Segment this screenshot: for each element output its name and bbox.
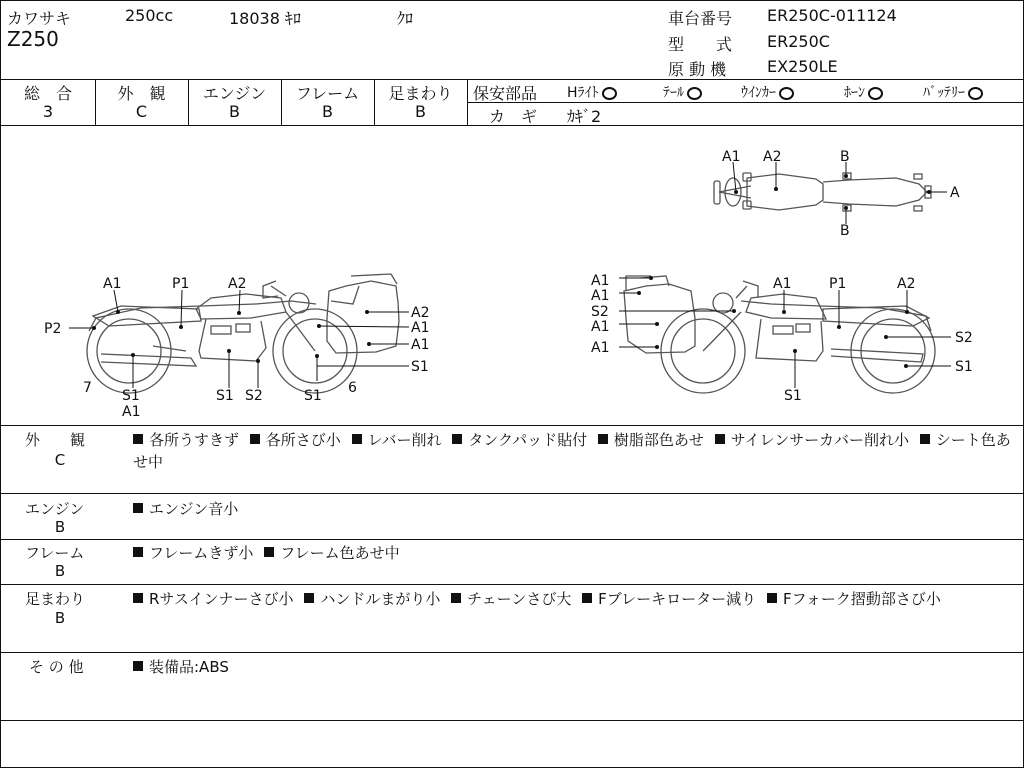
damage-label: P1 [829, 276, 847, 292]
notes-exterior-label: 外 観 [25, 431, 86, 449]
ok-circle-icon [968, 87, 983, 100]
bullet-square-icon [452, 434, 462, 444]
note-item: 樹脂部色あせ [613, 431, 704, 449]
note-item: タンクパッド貼付 [468, 431, 588, 449]
damage-label: B [840, 149, 850, 165]
damage-label: A [950, 185, 960, 201]
damage-label: A1 [773, 276, 792, 292]
headlight-label: Hﾗｲﾄ [567, 85, 599, 101]
engine-label: 原 動 機 [668, 60, 727, 79]
bullet-square-icon [133, 593, 143, 603]
motorcycle-top-view-icon [714, 173, 931, 211]
notes-engine-list [133, 498, 1013, 520]
notes-exterior-list [133, 429, 1013, 473]
bullet-square-icon [451, 593, 461, 603]
divider [1, 539, 1023, 540]
safety-label: 保安部品 [473, 84, 538, 103]
damage-label: S1 [955, 359, 973, 375]
damage-label: S1 [784, 388, 802, 404]
damage-label: A2 [228, 276, 247, 292]
damage-label: S1 [304, 388, 322, 404]
notes-engine-grade: B [54, 518, 66, 536]
divider [1, 584, 1023, 585]
damage-label: P2 [44, 321, 62, 337]
note-item: 各所さび小 [265, 431, 341, 449]
frame-grade-label: フレーム [295, 84, 360, 103]
note-item: Fフォーク摺動部さび小 [782, 590, 941, 608]
ok-circle-icon [687, 87, 702, 100]
bullet-square-icon [352, 434, 362, 444]
overall-label: 総 合 [23, 84, 72, 103]
divider [1, 652, 1023, 653]
divider [1, 720, 1023, 721]
damage-label: A1 [411, 337, 430, 353]
engine-grade: B [229, 102, 240, 121]
notes-suspension-label: 足まわり [25, 590, 86, 608]
model-name: Z250 [7, 27, 59, 51]
ok-circle-icon [868, 87, 883, 100]
bullet-square-icon [715, 434, 725, 444]
damage-label: A1 [103, 276, 122, 292]
note-item: 装備品:ABS [149, 658, 229, 676]
damage-label: A1 [411, 320, 430, 336]
notes-suspension-list [133, 588, 1013, 610]
note-item: レバー削れ [367, 431, 442, 449]
safety-headlight [567, 82, 617, 102]
note-item: エンジン音小 [149, 500, 239, 518]
battery-label: ﾊﾞｯﾃﾘｰ [923, 85, 965, 101]
type-value: ER250C [767, 32, 830, 51]
damage-label: 6 [348, 380, 357, 396]
damage-label: A2 [763, 149, 782, 165]
bullet-square-icon [133, 661, 143, 671]
bullet-square-icon [133, 434, 143, 444]
bullet-square-icon [598, 434, 608, 444]
diagram-labels [44, 149, 973, 420]
damage-label: S1 [216, 388, 234, 404]
damage-label: 7 [83, 380, 92, 396]
engine-value: EX250LE [767, 57, 838, 76]
color: ｸﾛ [397, 9, 414, 28]
note-item: 各所うすきず [149, 431, 240, 449]
bullet-square-icon [264, 547, 274, 557]
damage-label: A2 [897, 276, 916, 292]
bullet-square-icon [304, 593, 314, 603]
taillight-label: ﾃｰﾙ [663, 85, 684, 101]
suspension-grade-label: 足まわり [388, 84, 453, 103]
bullet-square-icon [133, 503, 143, 513]
suspension-grade: B [415, 102, 426, 121]
mileage [229, 6, 301, 29]
damage-label: A1 [591, 340, 610, 356]
damage-label: S1 [122, 388, 140, 404]
note-item: Fブレーキローター減り [598, 590, 757, 608]
damage-label: B [840, 223, 850, 239]
notes-other-label: そ の 他 [29, 658, 84, 676]
type-label: 型 式 [668, 35, 733, 54]
safety-battery [923, 82, 983, 102]
damage-label: A1 [591, 288, 610, 304]
mileage-unit: ｷﾛ [285, 9, 302, 28]
frame-grade: B [322, 102, 333, 121]
note-item: チェーンさび大 [467, 590, 572, 608]
damage-diagram [1, 126, 1023, 424]
note-item: シート色あせ中 [133, 431, 1011, 471]
horn-label: ﾎｰﾝ [844, 85, 865, 101]
mileage-value: 18038 [229, 9, 280, 28]
overall-grade: 3 [42, 102, 54, 121]
frame-no-label: 車台番号 [668, 9, 733, 28]
maker: カワサキ [7, 9, 72, 28]
notes-engine-label: エンジン [25, 500, 85, 518]
notes-exterior-grade: C [54, 451, 66, 469]
notes-other-list [133, 656, 1013, 678]
winker-label: ｳｲﾝｶｰ [741, 85, 776, 101]
note-item: ハンドルまがり小 [320, 590, 441, 608]
notes-frame-label: フレーム [25, 544, 85, 562]
notes-frame-list [133, 542, 1013, 564]
note-item: サイレンサーカバー削れ小 [730, 431, 909, 449]
damage-label: S2 [955, 330, 973, 346]
key-value: ｶｷﾞ2 [567, 107, 602, 126]
divider [1, 79, 1023, 80]
bullet-square-icon [920, 434, 930, 444]
ok-circle-icon [779, 87, 794, 100]
damage-label: A1 [122, 404, 141, 420]
damage-label: A2 [411, 305, 430, 321]
bullet-square-icon [133, 547, 143, 557]
safety-horn [844, 82, 883, 102]
note-item: フレームきず小 [149, 544, 254, 562]
engine-grade-label: エンジン [202, 84, 267, 103]
exterior-label: 外 観 [117, 84, 166, 103]
divider [1, 493, 1023, 494]
notes-frame-grade: B [54, 562, 66, 580]
displacement: 250cc [125, 6, 174, 25]
frame-no: ER250C-011124 [767, 6, 897, 25]
damage-label: S2 [591, 304, 609, 320]
damage-label: P1 [172, 276, 190, 292]
bullet-square-icon [582, 593, 592, 603]
damage-label: A1 [591, 319, 610, 335]
damage-label: S2 [245, 388, 263, 404]
notes-suspension-grade: B [54, 609, 66, 627]
safety-taillight [663, 82, 702, 102]
note-item: フレーム色あせ中 [280, 544, 400, 562]
motorcycle-right-view-icon [624, 276, 935, 393]
note-item: Rサスインナーさび小 [149, 590, 294, 608]
divider [1, 425, 1023, 426]
exterior-grade: C [135, 102, 148, 121]
damage-label: A1 [591, 273, 610, 289]
ok-circle-icon [602, 87, 617, 100]
safety-winker [741, 82, 794, 102]
damage-label: S1 [411, 359, 429, 375]
damage-label: A1 [722, 149, 741, 165]
bullet-square-icon [767, 593, 777, 603]
key-label: カ ギ [489, 107, 538, 126]
divider [467, 102, 1023, 103]
bullet-square-icon [250, 434, 260, 444]
